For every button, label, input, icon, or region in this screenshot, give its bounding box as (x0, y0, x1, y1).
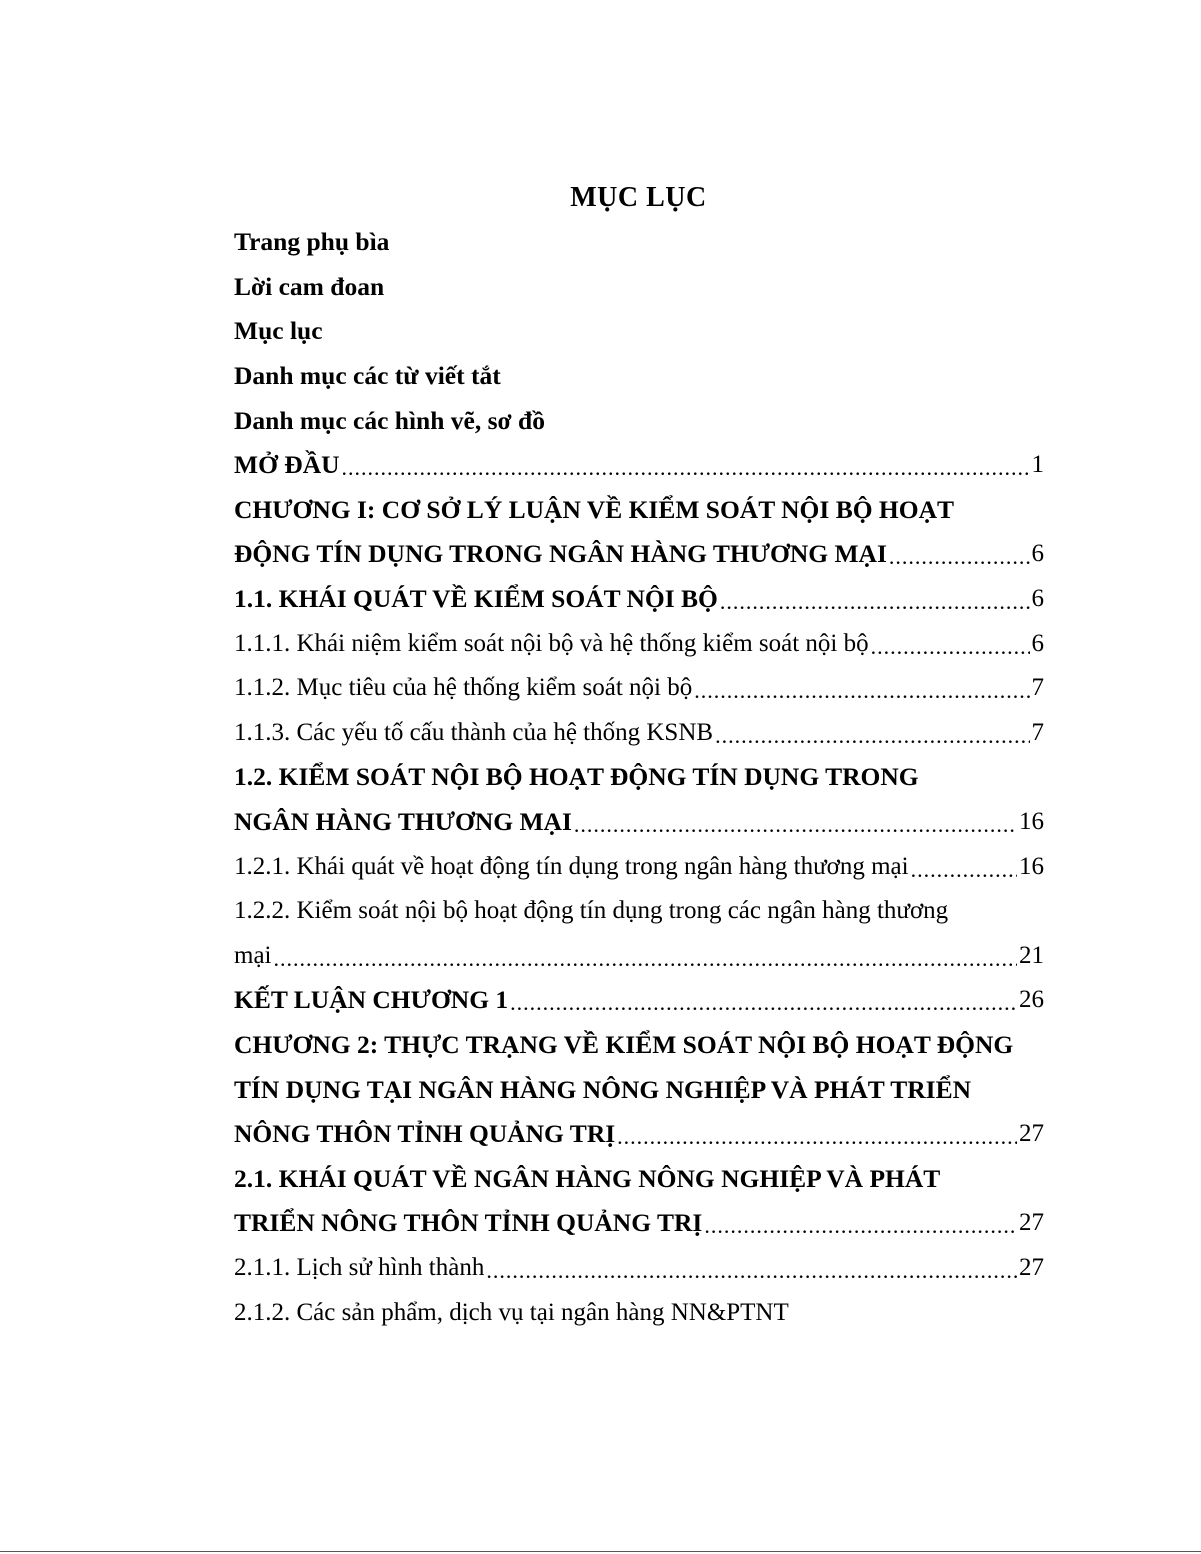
toc-dot-leader (871, 634, 1030, 660)
toc-entry (234, 711, 1044, 756)
toc-dot-leader (715, 723, 1029, 749)
toc-entry-text: TÍN DỤNG TẠI NGÂN HÀNG NÔNG NGHIỆP VÀ PHÁT TRIỂN (234, 1074, 972, 1104)
toc-entry (234, 755, 1044, 800)
toc-page-number: 6 (1031, 540, 1044, 568)
toc-entry-text: CHƯƠNG I: CƠ SỞ LÝ LUẬN VỀ KIỂM SOÁT NỘI BỘ HOẠT (234, 494, 955, 524)
toc-dot-leader (274, 946, 1018, 972)
toc-entry (234, 265, 1044, 310)
toc-dot-leader (574, 812, 1017, 838)
toc-entry-text: ĐỘNG TÍN DỤNG TRONG NGÂN HÀNG THƯƠNG MẠI (234, 539, 887, 569)
toc-entry (234, 1023, 1044, 1068)
toc-entry-text: Trang phụ bìa (234, 227, 390, 257)
toc-entry (234, 978, 1044, 1023)
toc-entry-text: KẾT LUẬN CHƯƠNG 1 (234, 985, 509, 1015)
toc-entry-text: Mục lục (234, 316, 323, 346)
toc-dot-leader (911, 857, 1017, 883)
toc-entry (234, 1156, 1044, 1201)
toc-dot-leader (694, 678, 1029, 704)
toc-entry-text: 1.2.1. Khái quát về hoạt động tín dụng trong ngân hàng thương mại (234, 852, 909, 880)
toc-entry (234, 1246, 1044, 1291)
toc-entry (234, 1201, 1044, 1246)
table-of-contents (234, 220, 1044, 1335)
toc-entry-text: Lời cam đoan (234, 271, 385, 301)
toc-page-number: 7 (1031, 718, 1044, 746)
toc-entry-text: 2.1.1. Lịch sử hình thành (234, 1253, 485, 1281)
page-bottom-edge (0, 1551, 1201, 1552)
toc-page-number: 27 (1019, 1253, 1044, 1281)
toc-entry-text: Danh mục các hình vẽ, sơ đồ (234, 405, 545, 435)
toc-entry (234, 309, 1044, 354)
toc-entry-text: MỞ ĐẦU (234, 450, 340, 480)
toc-entry (234, 666, 1044, 711)
toc-dot-leader (486, 1258, 1017, 1284)
toc-page-number: 1 (1031, 451, 1044, 479)
toc-entry-text: 1.1. KHÁI QUÁT VỀ KIỂM SOÁT NỘI BỘ (234, 584, 718, 614)
toc-page-number: 21 (1019, 941, 1044, 969)
toc-page-number: 27 (1019, 1120, 1044, 1148)
toc-entry (234, 800, 1044, 845)
toc-entry-text: mại (234, 941, 272, 969)
toc-entry (234, 532, 1044, 577)
page-title: MỤC LỤC (570, 182, 707, 213)
toc-page-number: 16 (1019, 852, 1044, 880)
toc-dot-leader (617, 1124, 1017, 1150)
toc-entry (234, 354, 1044, 399)
toc-entry-text: 1.2. KIỂM SOÁT NỘI BỘ HOẠT ĐỘNG TÍN DỤNG TRONG (234, 762, 919, 792)
toc-entry-text: 2.1.2. Các sản phẩm, dịch vụ tại ngân hàng NN&PTNT (234, 1298, 789, 1326)
toc-entry-text: TRIỂN NÔNG THÔN TỈNH QUẢNG TRỊ (234, 1208, 703, 1238)
toc-entry (234, 488, 1044, 533)
toc-page-number: 16 (1019, 808, 1044, 836)
toc-entry (234, 1290, 1044, 1335)
toc-entry (234, 443, 1044, 488)
toc-page-number: 26 (1019, 986, 1044, 1014)
toc-dot-leader (720, 589, 1030, 615)
toc-entry (234, 1112, 1044, 1157)
toc-dot-leader (510, 990, 1017, 1016)
toc-entry (234, 889, 1044, 934)
toc-entry (234, 1067, 1044, 1112)
toc-page-number: 6 (1031, 585, 1044, 613)
toc-entry (234, 398, 1044, 443)
toc-page-number: 7 (1031, 674, 1044, 702)
toc-dot-leader (889, 544, 1030, 570)
toc-page-number: 6 (1031, 629, 1044, 657)
toc-entry-text: 1.1.2. Mục tiêu của hệ thống kiểm soát nội bộ (234, 674, 693, 702)
toc-entry (234, 577, 1044, 622)
toc-entry (234, 934, 1044, 979)
toc-entry-text: NÔNG THÔN TỈNH QUẢNG TRỊ (234, 1119, 616, 1149)
toc-entry-text: NGÂN HÀNG THƯƠNG MẠI (234, 807, 572, 837)
toc-page-number: 27 (1019, 1209, 1044, 1237)
toc-entry-text: Danh mục các từ viết tắt (234, 361, 501, 391)
toc-entry (234, 621, 1044, 666)
toc-entry-text: CHƯƠNG 2: THỰC TRẠNG VỀ KIỂM SOÁT NỘI BỘ HOẠT ĐỘNG (234, 1029, 1014, 1059)
toc-entry (234, 220, 1044, 265)
toc-dot-leader (342, 455, 1030, 481)
toc-entry-text: 1.2.2. Kiểm soát nội bộ hoạt động tín dụng trong các ngân hàng thương (234, 897, 949, 925)
toc-entry-text: 1.1.1. Khái niệm kiểm soát nội bộ và hệ thống kiểm soát nội bộ (234, 629, 869, 657)
toc-entry (234, 844, 1044, 889)
toc-entry-text: 2.1. KHÁI QUÁT VỀ NGÂN HÀNG NÔNG NGHIỆP VÀ PHÁT (234, 1163, 941, 1193)
toc-entry-text: 1.1.3. Các yếu tố cấu thành của hệ thống KSNB (234, 718, 714, 746)
toc-dot-leader (704, 1213, 1017, 1239)
